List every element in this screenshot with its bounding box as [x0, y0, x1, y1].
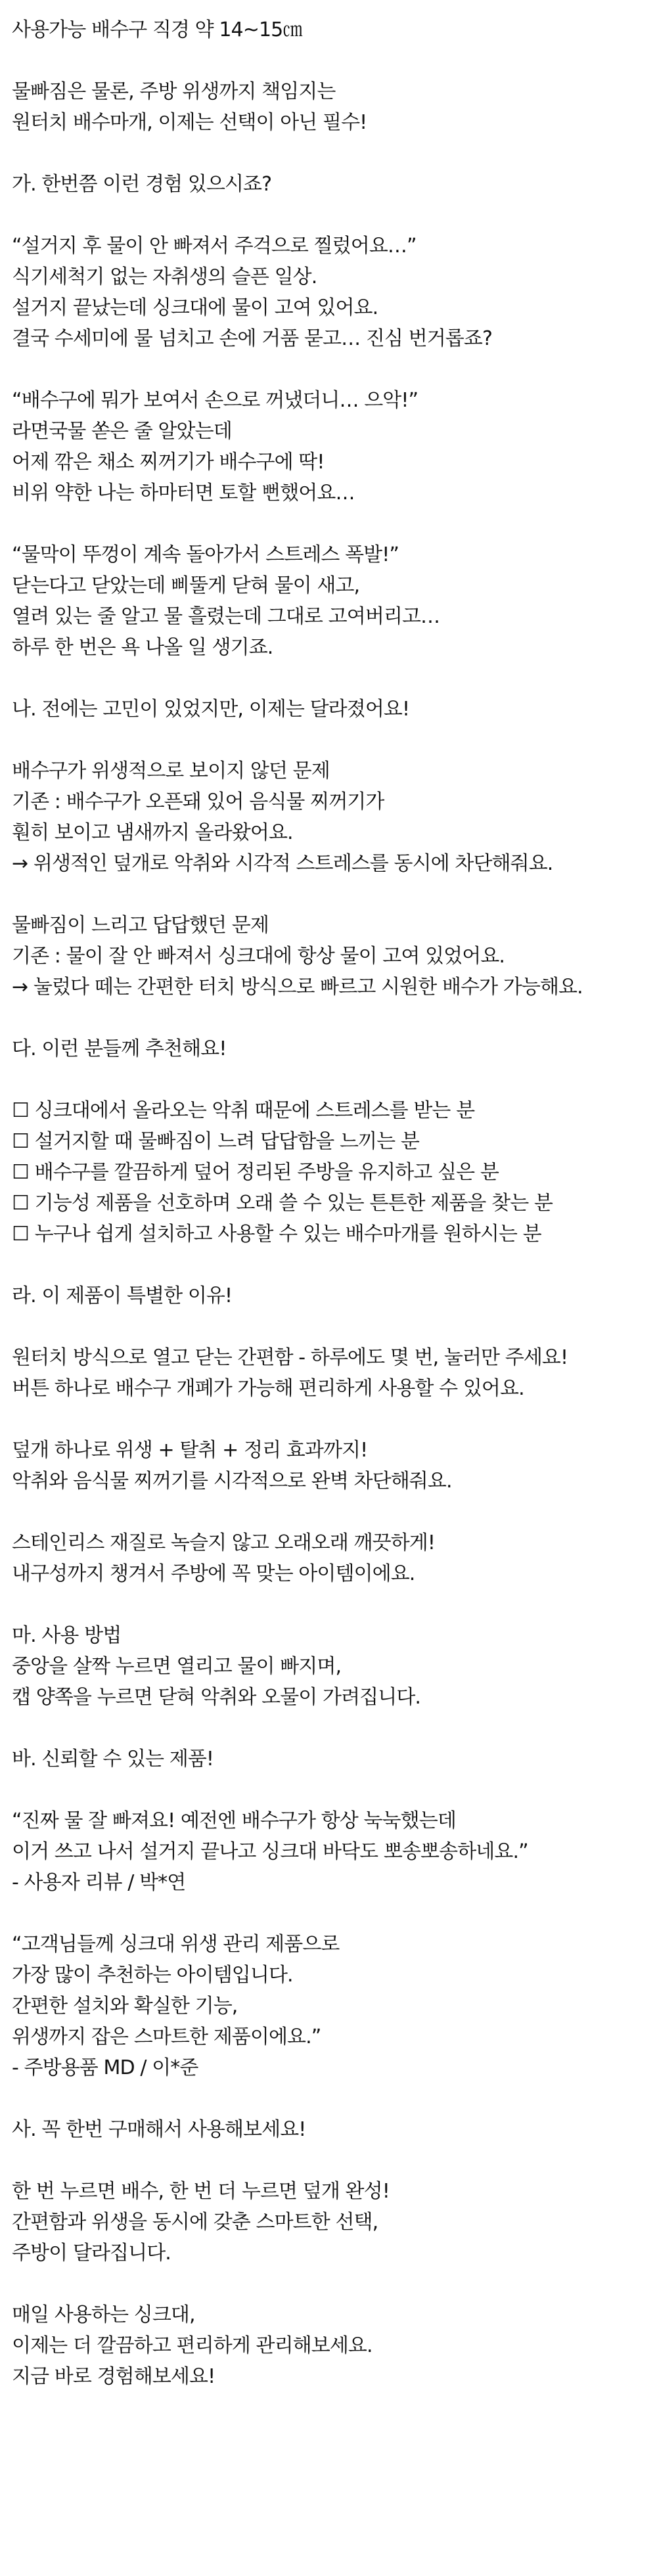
problem-line: 기존 : 물이 잘 안 빠져서 싱크대에 항상 물이 고여 있었어요.	[12, 945, 505, 968]
experience-line: 열려 있는 줄 알고 물 흘렸는데 그대로 고여버리고…	[12, 605, 440, 628]
checklist-item: ☐ 설거지할 때 물빠짐이 느려 답답함을 느끼는 분	[12, 1130, 419, 1153]
review-author: - 사용자 리뷰 / 박*연	[12, 1871, 186, 1894]
feature-block	[12, 1342, 649, 1404]
intro-line: 물빠짐은 물론, 주방 위생까지 책임지는	[12, 80, 336, 103]
experience-block	[12, 385, 649, 508]
checklist-item: ☐ 누구나 쉽게 설치하고 사용할 수 있는 배수마개를 원하시는 분	[12, 1223, 541, 1246]
problem-line: 기존 : 배수구가 오픈돼 있어 음식물 찌꺼기가	[12, 790, 384, 813]
experience-line: 결국 수세미에 물 넘치고 손에 거품 묻고… 진심 번거롭죠?	[12, 327, 492, 350]
closing-line: 매일 사용하는 싱크대,	[12, 2303, 195, 2326]
closing-line: 한 번 누르면 배수, 한 번 더 누르면 덮개 완성!	[12, 2180, 390, 2203]
checklist-item: ☐ 배수구를 깔끔하게 덮어 정리된 주방을 유지하고 싶은 분	[12, 1161, 499, 1184]
feature-line: 버튼 하나로 배수구 개폐가 가능해 편리하게 사용할 수 있어요.	[12, 1377, 524, 1400]
section-c-heading: 다. 이런 분들께 추천해요!	[12, 1037, 227, 1060]
feature-line: 내구성까지 챙겨서 주방에 꼭 맞는 아이템이에요.	[12, 1562, 415, 1585]
review-line: 가장 많이 추천하는 아이템입니다.	[12, 1964, 293, 1987]
intro-block	[12, 76, 649, 138]
experience-line: 닫는다고 닫았는데 삐뚤게 닫혀 물이 새고,	[12, 574, 360, 597]
closing-line: 지금 바로 경험해보세요!	[12, 2365, 215, 2388]
feature-line: 스테인리스 재질로 녹슬지 않고 오래오래 깨끗하게!	[12, 1531, 435, 1554]
closing-block	[12, 2299, 649, 2392]
checklist-item: ☐ 기능성 제품을 선호하며 오래 쓸 수 있는 튼튼한 제품을 찾는 분	[12, 1192, 553, 1215]
experience-block	[12, 231, 649, 354]
feature-line: 원터치 방식으로 열고 닫는 간편함 - 하루에도 몇 번, 눌러만 주세요!	[12, 1346, 568, 1369]
closing-line: 간편함과 위생을 동시에 갖춘 스마트한 선택,	[12, 2211, 378, 2234]
review-author: - 주방용품 MD / 이*준	[12, 2056, 198, 2079]
section-g-heading: 사. 꼭 한번 구매해서 사용해보세요!	[12, 2118, 306, 2141]
usage-line: 캡 양쪽을 누르면 닫혀 악취와 오물이 가려집니다.	[12, 1686, 421, 1709]
problem-block	[12, 910, 649, 1003]
review-line: 이거 쓰고 나서 설거지 끝나고 싱크대 바닥도 뽀송뽀송하네요.”	[12, 1840, 528, 1863]
closing-block	[12, 2176, 649, 2269]
feature-line: 덮개 하나로 위생 + 탈취 + 정리 효과까지!	[12, 1439, 368, 1462]
section-a-heading: 가. 한번쯤 이런 경험 있으시죠?	[12, 173, 272, 196]
product-description	[12, 14, 649, 2392]
problem-line: → 위생적인 덮개로 악취와 시각적 스트레스를 동시에 차단해줘요.	[12, 852, 553, 875]
experience-line: “배수구에 뭐가 보여서 손으로 꺼냈더니… 으악!”	[12, 389, 419, 412]
experience-line: 비위 약한 나는 하마터면 토할 뻔했어요…	[12, 482, 355, 505]
experience-line: 하루 한 번은 욕 나올 일 생기죠.	[12, 636, 273, 659]
review-line: 간편한 설치와 확실한 기능,	[12, 1995, 238, 2018]
usage-block	[12, 1620, 649, 1713]
closing-line: 이제는 더 깔끔하고 편리하게 관리해보세요.	[12, 2334, 373, 2357]
section-b-heading: 나. 전에는 고민이 있었지만, 이제는 달라졌어요!	[12, 698, 410, 721]
problem-line: 훤히 보이고 냄새까지 올라왔어요.	[12, 821, 293, 844]
recommend-checklist	[12, 1095, 649, 1250]
experience-line: 식기세척기 없는 자취생의 슬픈 일상.	[12, 265, 317, 288]
feature-line: 악취와 음식물 찌꺼기를 시각적으로 완벽 차단해줘요.	[12, 1470, 452, 1493]
experience-line: 설거지 끝났는데 싱크대에 물이 고여 있어요.	[12, 296, 378, 319]
drain-size-note: 사용가능 배수구 직경 약 14~15㎝	[12, 18, 302, 41]
review-line: “진짜 물 잘 빠져요! 예전엔 배수구가 항상 눅눅했는데	[12, 1809, 456, 1832]
experience-block	[12, 539, 649, 663]
review-line: “고객님들께 싱크대 위생 관리 제품으로	[12, 1933, 340, 1956]
usage-line: 중앙을 살짝 누르면 열리고 물이 빠지며,	[12, 1655, 342, 1678]
intro-line: 원터치 배수마개, 이제는 선택이 아닌 필수!	[12, 111, 367, 134]
section-e-heading: 마. 사용 방법	[12, 1624, 122, 1647]
review-quote	[12, 1805, 649, 1898]
feature-block	[12, 1435, 649, 1497]
problem-line: 배수구가 위생적으로 보이지 않던 문제	[12, 759, 330, 782]
section-d-heading: 라. 이 제품이 특별한 이유!	[12, 1284, 233, 1307]
experience-line: 어제 깎은 채소 찌꺼기가 배수구에 딱!	[12, 451, 325, 474]
section-f-heading: 바. 신뢰할 수 있는 제품!	[12, 1748, 214, 1771]
experience-line: “설거지 후 물이 안 빠져서 주걱으로 찔렀어요…”	[12, 235, 417, 258]
problem-line: 물빠짐이 느리고 답답했던 문제	[12, 914, 269, 937]
review-quote	[12, 1929, 649, 2083]
experience-line: 라면국물 쏟은 줄 알았는데	[12, 420, 232, 443]
closing-line: 주방이 달라집니다.	[12, 2242, 171, 2265]
experience-line: “물막이 뚜껑이 계속 돌아가서 스트레스 폭발!”	[12, 543, 399, 566]
problem-block	[12, 756, 649, 879]
review-line: 위생까지 잡은 스마트한 제품이에요.”	[12, 2025, 321, 2048]
problem-line: → 눌렀다 떼는 간편한 터치 방식으로 빠르고 시원한 배수가 가능해요.	[12, 976, 583, 999]
checklist-item: ☐ 싱크대에서 올라오는 악취 때문에 스트레스를 받는 분	[12, 1099, 475, 1122]
feature-block	[12, 1527, 649, 1589]
